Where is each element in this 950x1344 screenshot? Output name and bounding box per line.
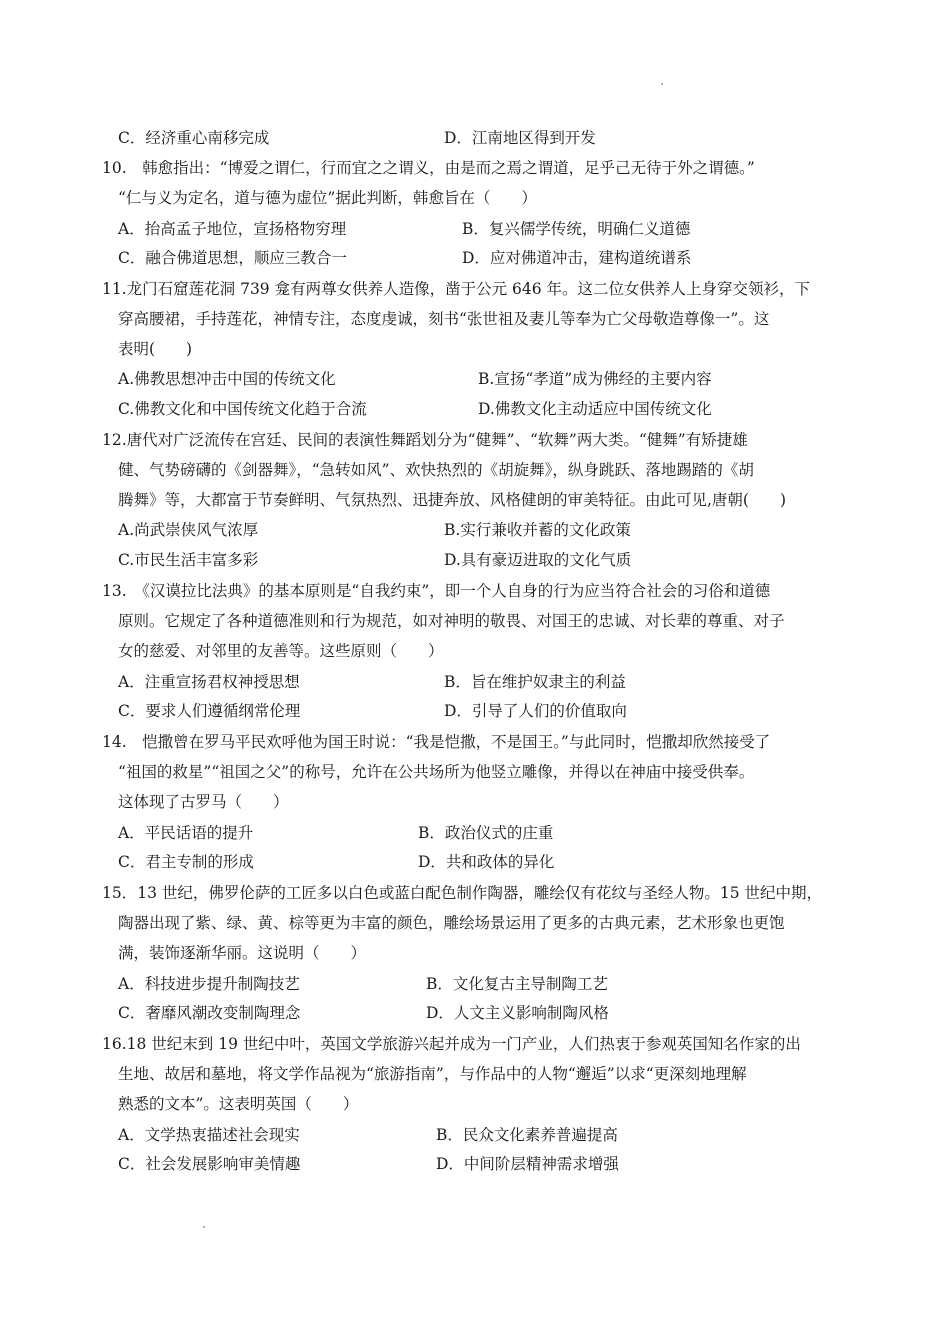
q12-stem-line-1: 12.唐代对广泛流传在宫廷、民间的表演性舞蹈划分为“健舞”、“软舞”两大类。“健舞”有矫捷雄 [102, 431, 748, 449]
q10-option-c: C．融合佛道思想，顺应三教合一 [118, 249, 347, 267]
q9-option-c: C．经济重心南移完成 [118, 129, 270, 147]
q13-option-c: C．要求人们遵循纲常伦理 [118, 702, 301, 720]
q15-option-c: C．奢靡风潮改变制陶理念 [118, 1004, 301, 1022]
q11-stem-line-1: 11.龙门石窟莲花洞 739 龛有两尊女供养人造像，凿于公元 646 年。这二位女供养人上身穿交领衫，下 [102, 280, 811, 298]
q9-option-d: D．江南地区得到开发 [444, 129, 596, 147]
q11-stem-line-3: 表明( ) [118, 340, 193, 358]
q13-stem-line-1: 13. 《汉谟拉比法典》的基本原则是“自我约束”，即一个人自身的行为应当符合社会的习俗和道德 [102, 582, 771, 600]
q11-option-a: A.佛教思想冲击中国的传统文化 [118, 370, 336, 388]
q16-option-b: B．民众文化素养普遍提高 [436, 1126, 618, 1144]
q11-option-b: B.宣扬“孝道”成为佛经的主要内容 [478, 370, 712, 388]
q15-stem-line-3: 满，装饰逐渐华丽。这说明（ ） [118, 944, 367, 962]
q11-option-c: C.佛教文化和中国传统文化趋于合流 [118, 400, 367, 418]
q16-option-c: C．社会发展影响审美情趣 [118, 1155, 301, 1173]
q13-option-a: A．注重宣扬君权神授思想 [118, 673, 300, 691]
q14-option-d: D．共和政体的异化 [418, 853, 555, 871]
q13-stem-line-2: 原则。它规定了各种道德准则和行为规范，如对神明的敬畏、对国王的忠诚、对长辈的尊重、对子 [118, 612, 785, 630]
q11-stem-line-2: 穿高腰裙，手持莲花，神情专注，态度虔诚，刻书“张世祖及妻儿等奉为亡父母敬造尊像一”。这 [118, 310, 770, 328]
q14-option-a: A．平民话语的提升 [118, 824, 254, 842]
q13-stem-line-3: 女的慈爱、对邻里的友善等。这些原则（ ） [118, 642, 444, 660]
q14-option-c: C．君主专制的形成 [118, 853, 254, 871]
q10-stem-line-1: 10. 韩愈指出：“博爱之谓仁，行而宜之之谓义，由是而之焉之谓道，足乎己无待于外之谓德。” [102, 159, 755, 177]
q16-option-d: D．中间阶层精神需求增强 [436, 1155, 619, 1173]
q16-stem-line-1: 16.18 世纪末到 19 世纪中叶，英国文学旅游兴起并成为一门产业，人们热衷于参观英国知名作家的出 [102, 1035, 801, 1053]
top-dot-mark [661, 83, 663, 85]
q15-stem-line-2: 陶器出现了紫、绿、黄、棕等更为丰富的颜色，雕绘场景运用了更多的古典元素，艺术形象也更饱 [118, 914, 785, 932]
q14-stem-line-1: 14. 恺撒曾在罗马平民欢呼他为国王时说：“我是恺撒，不是国王。”与此同时，恺撒却欣然接受了 [102, 733, 771, 751]
q12-stem-line-3: 腾舞》等，大都富于节奏鲜明、气氛热烈、迅捷奔放、风格健朗的审美特征。由此可见,唐朝( ) [118, 491, 787, 509]
q15-option-d: D．人文主义影响制陶风格 [426, 1004, 609, 1022]
q13-option-b: B．旨在维护奴隶主的利益 [444, 673, 626, 691]
q14-option-b: B．政治仪式的庄重 [418, 824, 554, 842]
q16-stem-line-3: 熟悉的文本”。这表明英国（ ） [118, 1095, 359, 1113]
q15-option-b: B．文化复古主导制陶工艺 [426, 975, 608, 993]
q13-option-d: D．引导了人们的价值取向 [444, 702, 627, 720]
q12-option-c: C.市民生活丰富多彩 [118, 551, 259, 569]
q12-option-d: D.具有豪迈进取的文化气质 [444, 551, 632, 569]
bottom-dot-mark [203, 1226, 205, 1228]
q16-stem-line-2: 生地、故居和墓地，将文学作品视为“旅游指南”，与作品中的人物“邂逅”以求“更深刻地理解 [118, 1065, 747, 1083]
q14-stem-line-3: 这体现了古罗马（ ） [118, 793, 289, 811]
q10-stem-line-2: “仁与义为定名，道与德为虚位”据此判断，韩愈旨在（ ） [118, 189, 537, 207]
q10-option-d: D．应对佛道冲击，建构道统谱系 [462, 249, 692, 267]
q16-option-a: A．文学热衷描述社会现实 [118, 1126, 300, 1144]
q10-option-a: A．抬高孟子地位，宣扬格物穷理 [118, 220, 347, 238]
q10-option-b: B．复兴儒学传统，明确仁义道德 [462, 220, 691, 238]
q12-option-b: B.实行兼收并蓄的文化政策 [444, 521, 631, 539]
q14-stem-line-2: “祖国的救星”“祖国之父”的称号，允许在公共场所为他竖立雕像，并得以在神庙中接受供奉。 [118, 763, 755, 781]
q15-option-a: A．科技进步提升制陶技艺 [118, 975, 300, 993]
q11-option-d: D.佛教文化主动适应中国传统文化 [478, 400, 712, 418]
q15-stem-line-1: 15．13 世纪，佛罗伦萨的工匠多以白色或蓝白配色制作陶器，雕绘仅有花纹与圣经人物。15 世纪中期， [102, 884, 823, 902]
q12-option-a: A.尚武崇侠风气浓厚 [118, 521, 259, 539]
q12-stem-line-2: 健、气势磅礴的《剑器舞》，“急转如风”、欢快热烈的《胡旋舞》，纵身跳跃、落地踢踏的《胡 [118, 461, 754, 479]
